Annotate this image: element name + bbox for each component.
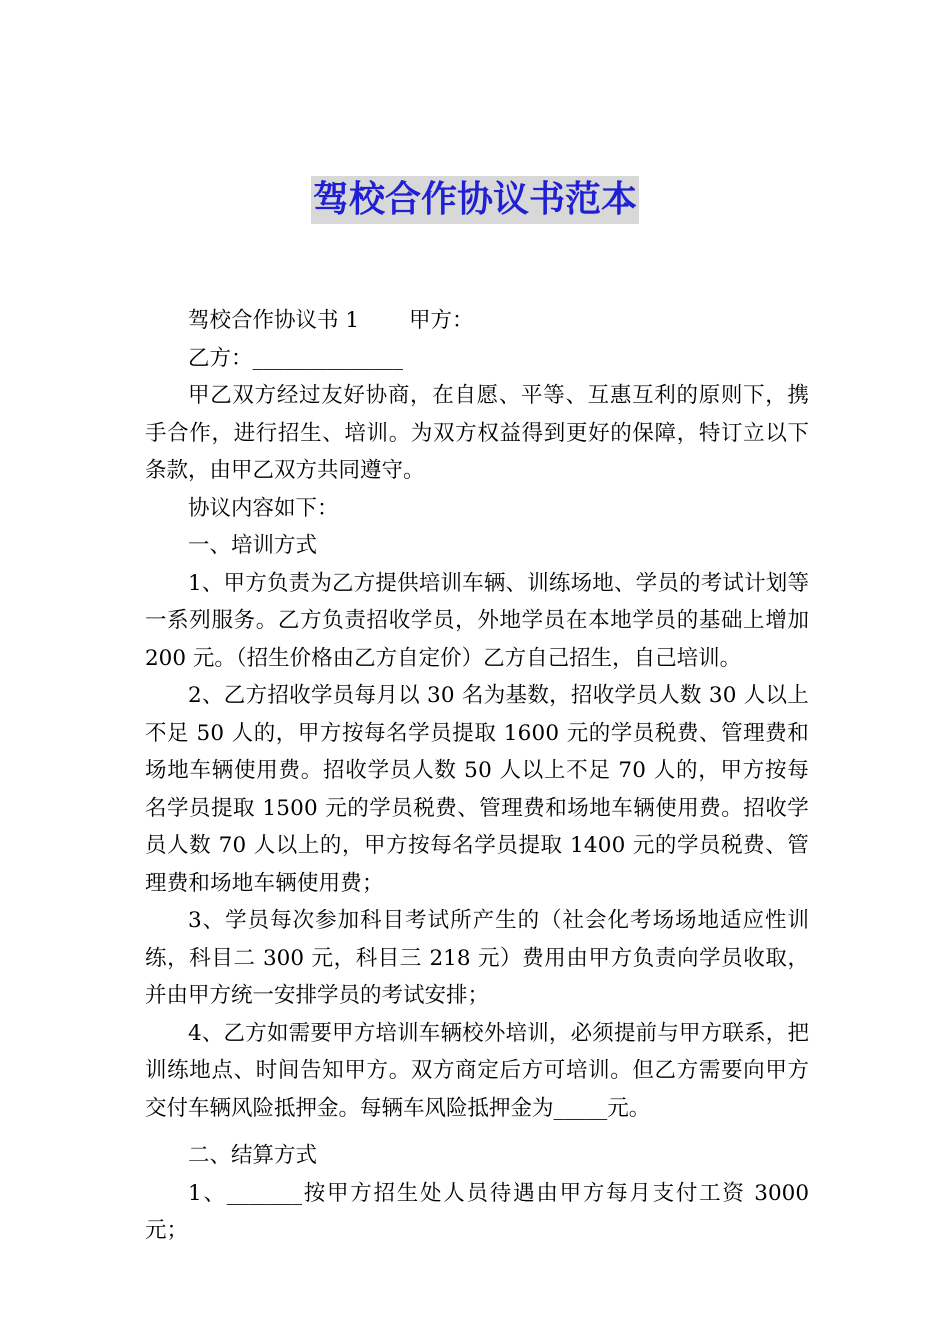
section-2-heading: 二、结算方式	[188, 1143, 318, 1168]
clause-1-3: 3、学员每次参加科目考试所产生的（社会化考场场地适应性训练，科目二 300 元，科目三 218 元）费用由甲方负责向学员收取，并由甲方统一安排学员的考试安排；	[145, 908, 809, 1008]
document-body	[145, 302, 809, 1250]
section-spacer	[145, 1127, 809, 1137]
clause-1-2: 2、乙方招收学员每月以 30 名为基数，招收学员人数 30 人以上不足 50 人的，甲方按每名学员提取 1600 元的学员税费、管理费和场地车辆使用费。招收学员人数 50 人以上不足 70 人的，甲方按每名学员提取 1500 元的学员税费、管理费和场地车辆使用费。招收学员人数 70 人以上的，甲方按每名学员提取 1400 元的学员税费、管理费和场地车辆使用费；	[145, 683, 809, 896]
party-b-line: 乙方：______________	[188, 345, 404, 371]
content-intro: 协议内容如下：	[188, 495, 339, 521]
clause-1-1: 1、甲方负责为乙方提供培训车辆、训练场地、学员的考试计划等一系列服务。乙方负责招收学员，外地学员在本地学员的基础上增加 200 元。（招生价格由乙方自定价）乙方自己招生，自己培训。	[145, 570, 809, 671]
party-a-label: 甲方：	[409, 308, 474, 333]
clause-1-4: 4、乙方如需要甲方培训车辆校外培训，必须提前与甲方联系，把训练地点、时间告知甲方。双方商定后方可培训。但乙方需要向甲方交付车辆风险抵押金。每辆车风险抵押金为_____元。	[145, 1020, 809, 1121]
agreement-label: 驾校合作协议书 1	[188, 308, 360, 333]
intro-paragraph: 甲乙双方经过友好协商，在自愿、平等、互惠互利的原则下，携手合作，进行招生、培训。为双方权益得到更好的保障，特订立以下条款，由甲乙双方共同遵守。	[145, 383, 809, 483]
heading-line	[145, 302, 809, 340]
section-1-heading: 一、培训方式	[188, 533, 318, 558]
title-container	[0, 176, 950, 224]
clause-2-1: 1、_______按甲方招生处人员待遇由甲方每月支付工资 3000 元；	[145, 1180, 809, 1243]
document-title: 驾校合作协议书范本	[311, 176, 639, 224]
